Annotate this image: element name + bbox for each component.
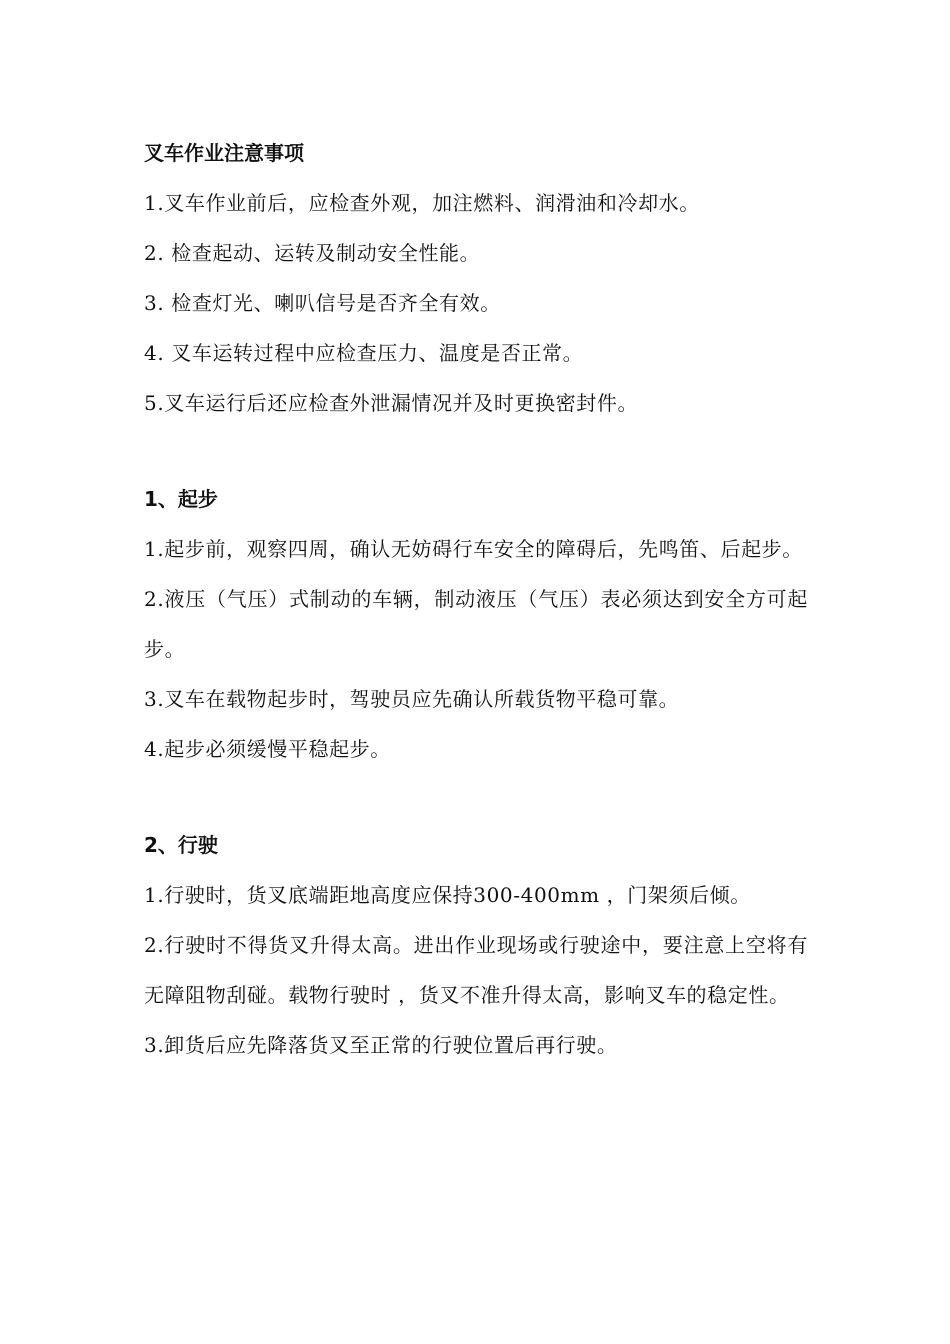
paragraph-item: 2.液压（气压）式制动的车辆，制动液压（气压）表必须达到安全方可起步。 [144,587,808,661]
document-body [144,128,808,1070]
paragraph-item: 3.叉车在载物起步时，驾驶员应先确认所载货物平稳可靠。 [144,687,680,711]
section-heading: 2、行驶 [144,833,218,857]
paragraph-item: 1.起步前，观察四周，确认无妨碍行车安全的障碍后，先鸣笛、后起步。 [144,537,803,561]
section-spacer [144,774,808,820]
paragraph-item: 1.叉车作业前后，应检查外观，加注燃料、润滑油和冷却水。 [144,191,700,215]
paragraph-item: 3. 检查灯光、喇叭信号是否齐全有效。 [144,291,501,315]
section-starting [144,474,808,774]
section-heading: 1、起步 [144,487,218,511]
section-driving [144,820,808,1070]
paragraph-item: 2. 检查起动、运转及制动安全性能。 [144,241,481,265]
paragraph-item: 5.叉车运行后还应检查外泄漏情况并及时更换密封件。 [144,391,639,415]
section-heading: 叉车作业注意事项 [144,141,304,165]
paragraph-item: 3.卸货后应先降落货叉至正常的行驶位置后再行驶。 [144,1033,618,1057]
paragraph-item: 1.行驶时，货叉底端距地高度应保持300-400mm ，门架须后倾。 [144,883,751,907]
paragraph-item: 4. 叉车运转过程中应检查压力、温度是否正常。 [144,341,584,365]
paragraph-item: 2.行驶时不得货叉升得太高。进出作业现场或行驶途中，要注意上空将有无障阻物刮碰。载物行驶时 ，货叉不准升得太高，影响叉车的稳定性。 [144,933,808,1007]
paragraph-item: 4.起步必须缓慢平稳起步。 [144,737,391,761]
section-general-precautions [144,128,808,428]
section-spacer [144,428,808,474]
